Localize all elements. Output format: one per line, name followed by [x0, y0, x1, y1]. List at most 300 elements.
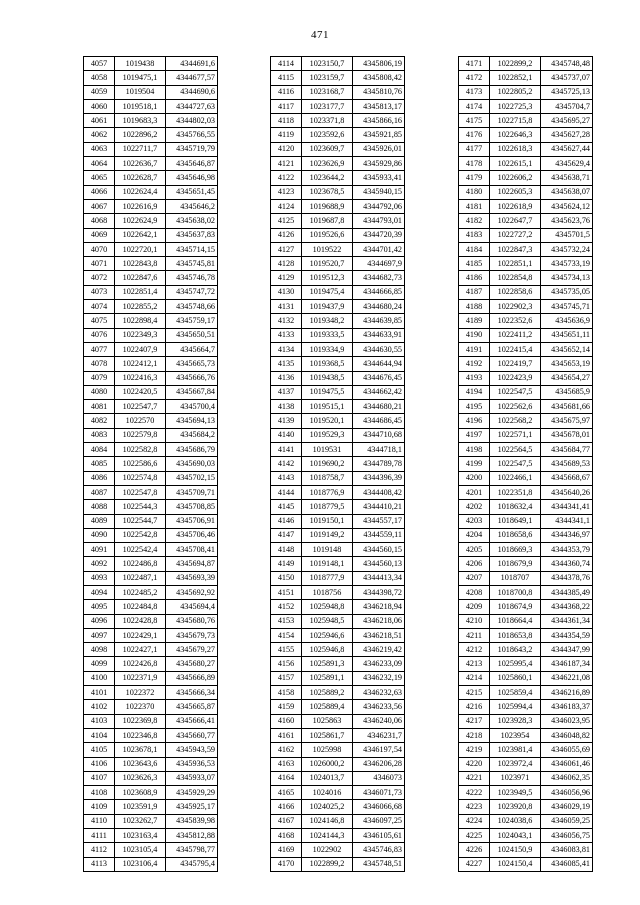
table-row — [271, 585, 405, 599]
x-coordinate-cell: 1022725,3 — [490, 99, 541, 113]
x-coordinate-cell: 1022902 — [302, 843, 353, 857]
y-coordinate-cell: 4344727,63 — [166, 99, 218, 113]
x-coordinate-cell: 1023678,5 — [302, 185, 353, 199]
point-number-cell: 4093 — [84, 571, 115, 585]
point-number-cell: 4190 — [459, 328, 490, 342]
point-number-cell: 4191 — [459, 342, 490, 356]
x-coordinate-cell: 1023159,7 — [302, 71, 353, 85]
x-coordinate-cell: 1022547,7 — [115, 400, 166, 414]
table-row — [84, 342, 218, 356]
y-coordinate-cell: 4345640,26 — [541, 485, 593, 499]
x-coordinate-cell: 1022372 — [115, 686, 166, 700]
point-number-cell: 4094 — [84, 585, 115, 599]
y-coordinate-cell: 4344792,06 — [353, 199, 405, 213]
x-coordinate-cell: 1023609,7 — [302, 142, 353, 156]
table-row — [271, 99, 405, 113]
table-row — [84, 800, 218, 814]
y-coordinate-cell: 4345745,81 — [166, 257, 218, 271]
table-row — [84, 99, 218, 113]
x-coordinate-cell: 1025863 — [302, 714, 353, 728]
point-number-cell: 4127 — [271, 242, 302, 256]
point-number-cell: 4071 — [84, 257, 115, 271]
y-coordinate-cell: 4345654,27 — [541, 371, 593, 385]
table-row — [459, 571, 593, 585]
point-number-cell: 4180 — [459, 185, 490, 199]
y-coordinate-cell: 4346218,94 — [353, 600, 405, 614]
point-number-cell: 4063 — [84, 142, 115, 156]
y-coordinate-cell: 4344398,72 — [353, 585, 405, 599]
x-coordinate-cell: 1018643,2 — [490, 643, 541, 657]
table-row — [459, 71, 593, 85]
point-number-cell: 4105 — [84, 743, 115, 757]
x-coordinate-cell: 1022727,2 — [490, 228, 541, 242]
y-coordinate-cell: 4345921,85 — [353, 128, 405, 142]
x-coordinate-cell: 1025998 — [302, 743, 353, 757]
point-number-cell: 4097 — [84, 628, 115, 642]
point-number-cell: 4159 — [271, 700, 302, 714]
point-number-cell: 4083 — [84, 428, 115, 442]
point-number-cell: 4091 — [84, 543, 115, 557]
table-row — [459, 400, 593, 414]
y-coordinate-cell: 4345725,13 — [541, 85, 593, 99]
x-coordinate-cell: 1018674,9 — [490, 600, 541, 614]
x-coordinate-cell: 1019504 — [115, 85, 166, 99]
point-number-cell: 4061 — [84, 114, 115, 128]
table-row — [459, 314, 593, 328]
table-row — [271, 728, 405, 742]
table-row — [271, 457, 405, 471]
point-number-cell: 4095 — [84, 600, 115, 614]
y-coordinate-cell: 4344793,01 — [353, 214, 405, 228]
x-coordinate-cell: 1022466,1 — [490, 471, 541, 485]
y-coordinate-cell: 4345936,53 — [166, 757, 218, 771]
point-number-cell: 4220 — [459, 757, 490, 771]
table-row — [84, 829, 218, 843]
x-coordinate-cell: 1023678,1 — [115, 743, 166, 757]
table-row — [84, 543, 218, 557]
y-coordinate-cell: 4346221,08 — [541, 671, 593, 685]
x-coordinate-cell: 1022636,7 — [115, 157, 166, 171]
point-number-cell: 4069 — [84, 228, 115, 242]
x-coordinate-cell: 1022428,8 — [115, 614, 166, 628]
point-number-cell: 4168 — [271, 829, 302, 843]
point-number-cell: 4131 — [271, 300, 302, 314]
point-number-cell: 4108 — [84, 786, 115, 800]
point-number-cell: 4110 — [84, 814, 115, 828]
x-coordinate-cell: 1022407,9 — [115, 342, 166, 356]
x-coordinate-cell: 1024150,4 — [490, 857, 541, 871]
y-coordinate-cell: 4345694,13 — [166, 414, 218, 428]
table-row — [459, 128, 593, 142]
table-row — [271, 557, 405, 571]
x-coordinate-cell: 1018679,9 — [490, 557, 541, 571]
table-row — [271, 85, 405, 99]
table-row — [459, 686, 593, 700]
x-coordinate-cell: 1025860,1 — [490, 671, 541, 685]
point-number-cell: 4078 — [84, 357, 115, 371]
table-row — [459, 714, 593, 728]
table-row — [459, 357, 593, 371]
table-row — [459, 300, 593, 314]
point-number-cell: 4066 — [84, 185, 115, 199]
y-coordinate-cell: 4345629,4 — [541, 157, 593, 171]
x-coordinate-cell: 1022720,1 — [115, 242, 166, 256]
point-number-cell: 4217 — [459, 714, 490, 728]
y-coordinate-cell: 4346232,19 — [353, 671, 405, 685]
x-coordinate-cell: 1019150,1 — [302, 514, 353, 528]
y-coordinate-cell: 4344347,99 — [541, 643, 593, 657]
table-row — [271, 385, 405, 399]
point-number-cell: 4077 — [84, 342, 115, 356]
point-number-cell: 4185 — [459, 257, 490, 271]
table-row — [459, 214, 593, 228]
x-coordinate-cell: 1022420,5 — [115, 385, 166, 399]
table-row — [271, 485, 405, 499]
y-coordinate-cell: 4345665,73 — [166, 357, 218, 371]
table-row — [459, 99, 593, 113]
coordinates-table-middle — [270, 56, 405, 872]
y-coordinate-cell: 4345748,48 — [541, 57, 593, 71]
x-coordinate-cell: 1019333,5 — [302, 328, 353, 342]
point-number-cell: 4148 — [271, 543, 302, 557]
table-row — [84, 471, 218, 485]
table-row — [459, 543, 593, 557]
x-coordinate-cell: 1022899,2 — [490, 57, 541, 71]
table-row — [84, 600, 218, 614]
table-row — [459, 271, 593, 285]
table-row — [84, 142, 218, 156]
y-coordinate-cell: 4345684,77 — [541, 443, 593, 457]
point-number-cell: 4128 — [271, 257, 302, 271]
table-row — [459, 485, 593, 499]
y-coordinate-cell: 4345926,01 — [353, 142, 405, 156]
point-number-cell: 4205 — [459, 543, 490, 557]
table-row — [84, 514, 218, 528]
y-coordinate-cell: 4346048,82 — [541, 728, 593, 742]
y-coordinate-cell: 4345943,59 — [166, 743, 218, 757]
x-coordinate-cell: 1022579,8 — [115, 428, 166, 442]
x-coordinate-cell: 1019348,2 — [302, 314, 353, 328]
y-coordinate-cell: 4345638,71 — [541, 171, 593, 185]
table-row — [271, 543, 405, 557]
point-number-cell: 4109 — [84, 800, 115, 814]
table-row — [459, 457, 593, 471]
table-row — [84, 428, 218, 442]
point-number-cell: 4160 — [271, 714, 302, 728]
table-row — [459, 700, 593, 714]
table-row — [84, 57, 218, 71]
y-coordinate-cell: 4345637,83 — [166, 228, 218, 242]
point-number-cell: 4157 — [271, 671, 302, 685]
x-coordinate-cell: 1022858,6 — [490, 285, 541, 299]
table-row — [459, 628, 593, 642]
x-coordinate-cell: 1022371,9 — [115, 671, 166, 685]
table-row — [271, 514, 405, 528]
page-number: 471 — [311, 29, 329, 41]
point-number-cell: 4196 — [459, 414, 490, 428]
table-row — [271, 714, 405, 728]
point-number-cell: 4089 — [84, 514, 115, 528]
y-coordinate-cell: 4345706,91 — [166, 514, 218, 528]
table-row — [459, 514, 593, 528]
x-coordinate-cell: 1022544,7 — [115, 514, 166, 528]
point-number-cell: 4062 — [84, 128, 115, 142]
table-row — [271, 771, 405, 785]
table-row — [459, 657, 593, 671]
y-coordinate-cell: 4344385,49 — [541, 585, 593, 599]
x-coordinate-cell: 1022898,4 — [115, 314, 166, 328]
table-row — [271, 843, 405, 857]
table-row — [84, 242, 218, 256]
x-coordinate-cell: 1018664,4 — [490, 614, 541, 628]
point-number-cell: 4085 — [84, 457, 115, 471]
point-number-cell: 4167 — [271, 814, 302, 828]
point-number-cell: 4140 — [271, 428, 302, 442]
y-coordinate-cell: 4345839,98 — [166, 814, 218, 828]
x-coordinate-cell: 1022618,9 — [490, 199, 541, 213]
x-coordinate-cell: 1024146,8 — [302, 814, 353, 828]
table-row — [84, 700, 218, 714]
x-coordinate-cell: 1023644,2 — [302, 171, 353, 185]
x-coordinate-cell: 1024043,1 — [490, 829, 541, 843]
table-row — [271, 57, 405, 71]
y-coordinate-cell: 4345735,05 — [541, 285, 593, 299]
point-number-cell: 4184 — [459, 242, 490, 256]
y-coordinate-cell: 4344360,74 — [541, 557, 593, 571]
x-coordinate-cell: 1025889,2 — [302, 686, 353, 700]
point-number-cell: 4200 — [459, 471, 490, 485]
x-coordinate-cell: 1022547,5 — [490, 457, 541, 471]
y-coordinate-cell: 4345933,41 — [353, 171, 405, 185]
table-row — [459, 471, 593, 485]
x-coordinate-cell: 1022851,4 — [115, 285, 166, 299]
y-coordinate-cell: 4344560,15 — [353, 543, 405, 557]
y-coordinate-cell: 4345746,78 — [166, 271, 218, 285]
y-coordinate-cell: 4344718,1 — [353, 443, 405, 457]
x-coordinate-cell: 1026000,2 — [302, 757, 353, 771]
x-coordinate-cell: 1022485,2 — [115, 585, 166, 599]
x-coordinate-cell: 1023949,5 — [490, 786, 541, 800]
x-coordinate-cell: 1024025,2 — [302, 800, 353, 814]
point-number-cell: 4170 — [271, 857, 302, 871]
y-coordinate-cell: 4344396,39 — [353, 471, 405, 485]
y-coordinate-cell: 4346197,54 — [353, 743, 405, 757]
x-coordinate-cell: 1019437,9 — [302, 300, 353, 314]
point-number-cell: 4100 — [84, 671, 115, 685]
y-coordinate-cell: 4345646,87 — [166, 157, 218, 171]
y-coordinate-cell: 4345700,4 — [166, 400, 218, 414]
y-coordinate-cell: 4345666,76 — [166, 371, 218, 385]
x-coordinate-cell: 1022349,3 — [115, 328, 166, 342]
point-number-cell: 4065 — [84, 171, 115, 185]
point-number-cell: 4161 — [271, 728, 302, 742]
x-coordinate-cell: 1022370 — [115, 700, 166, 714]
point-number-cell: 4219 — [459, 743, 490, 757]
y-coordinate-cell: 4345708,41 — [166, 543, 218, 557]
y-coordinate-cell: 4345686,79 — [166, 443, 218, 457]
point-number-cell: 4141 — [271, 443, 302, 457]
x-coordinate-cell: 1023972,4 — [490, 757, 541, 771]
table-row — [84, 400, 218, 414]
y-coordinate-cell: 4345653,19 — [541, 357, 593, 371]
y-coordinate-cell: 4344697,9 — [353, 257, 405, 271]
x-coordinate-cell: 1018756 — [302, 585, 353, 599]
y-coordinate-cell: 4344677,57 — [166, 71, 218, 85]
x-coordinate-cell: 1022562,6 — [490, 400, 541, 414]
x-coordinate-cell: 1018658,6 — [490, 528, 541, 542]
point-number-cell: 4114 — [271, 57, 302, 71]
point-number-cell: 4183 — [459, 228, 490, 242]
table-row — [459, 557, 593, 571]
y-coordinate-cell: 4344686,45 — [353, 414, 405, 428]
x-coordinate-cell: 1022715,8 — [490, 114, 541, 128]
point-number-cell: 4224 — [459, 814, 490, 828]
y-coordinate-cell: 4345689,53 — [541, 457, 593, 471]
x-coordinate-cell: 1022351,8 — [490, 485, 541, 499]
point-number-cell: 4133 — [271, 328, 302, 342]
y-coordinate-cell: 4346056,75 — [541, 829, 593, 843]
point-number-cell: 4216 — [459, 700, 490, 714]
point-number-cell: 4221 — [459, 771, 490, 785]
y-coordinate-cell: 4346105,61 — [353, 829, 405, 843]
table-row — [271, 614, 405, 628]
table-row — [84, 85, 218, 99]
x-coordinate-cell: 1024013,7 — [302, 771, 353, 785]
point-number-cell: 4163 — [271, 757, 302, 771]
table-row — [84, 728, 218, 742]
x-coordinate-cell: 1022615,1 — [490, 157, 541, 171]
x-coordinate-cell: 1023177,7 — [302, 99, 353, 113]
y-coordinate-cell: 4345866,16 — [353, 114, 405, 128]
x-coordinate-cell: 1018758,7 — [302, 471, 353, 485]
point-number-cell: 4204 — [459, 528, 490, 542]
x-coordinate-cell: 1018649,1 — [490, 514, 541, 528]
point-number-cell: 4154 — [271, 628, 302, 642]
table-row — [459, 500, 593, 514]
table-row — [271, 157, 405, 171]
y-coordinate-cell: 4344666,85 — [353, 285, 405, 299]
y-coordinate-cell: 4344410,21 — [353, 500, 405, 514]
y-coordinate-cell: 4346055,69 — [541, 743, 593, 757]
table-row — [84, 157, 218, 171]
y-coordinate-cell: 4345929,86 — [353, 157, 405, 171]
point-number-cell: 4186 — [459, 271, 490, 285]
y-coordinate-cell: 4344630,55 — [353, 342, 405, 356]
table-row — [459, 185, 593, 199]
point-number-cell: 4164 — [271, 771, 302, 785]
x-coordinate-cell: 1018632,4 — [490, 500, 541, 514]
x-coordinate-cell: 1019438,5 — [302, 371, 353, 385]
x-coordinate-cell: 1022586,6 — [115, 457, 166, 471]
point-number-cell: 4113 — [84, 857, 115, 871]
table-row — [459, 85, 593, 99]
x-coordinate-cell: 1022616,9 — [115, 199, 166, 213]
table-row — [459, 843, 593, 857]
x-coordinate-cell: 1023371,8 — [302, 114, 353, 128]
y-coordinate-cell: 4345701,5 — [541, 228, 593, 242]
point-number-cell: 4223 — [459, 800, 490, 814]
point-number-cell: 4103 — [84, 714, 115, 728]
point-number-cell: 4092 — [84, 557, 115, 571]
table-row — [84, 414, 218, 428]
x-coordinate-cell: 1022486,8 — [115, 557, 166, 571]
x-coordinate-cell: 1023591,9 — [115, 800, 166, 814]
table-row — [271, 571, 405, 585]
y-coordinate-cell: 4345759,17 — [166, 314, 218, 328]
y-coordinate-cell: 4344720,39 — [353, 228, 405, 242]
y-coordinate-cell: 4345627,28 — [541, 128, 593, 142]
point-number-cell: 4178 — [459, 157, 490, 171]
table-row — [84, 500, 218, 514]
y-coordinate-cell: 4345940,15 — [353, 185, 405, 199]
x-coordinate-cell: 1022847,3 — [490, 242, 541, 256]
table-row — [84, 757, 218, 771]
table-row — [459, 157, 593, 171]
point-number-cell: 4142 — [271, 457, 302, 471]
table-row — [459, 643, 593, 657]
table-row — [459, 600, 593, 614]
y-coordinate-cell: 4345646,98 — [166, 171, 218, 185]
point-number-cell: 4145 — [271, 500, 302, 514]
y-coordinate-cell: 4345679,27 — [166, 643, 218, 657]
x-coordinate-cell: 1019148,1 — [302, 557, 353, 571]
y-coordinate-cell: 4345636,9 — [541, 314, 593, 328]
y-coordinate-cell: 4345680,27 — [166, 657, 218, 671]
table-row — [459, 414, 593, 428]
y-coordinate-cell: 4345708,85 — [166, 500, 218, 514]
point-number-cell: 4149 — [271, 557, 302, 571]
y-coordinate-cell: 4346023,95 — [541, 714, 593, 728]
point-number-cell: 4096 — [84, 614, 115, 628]
point-number-cell: 4101 — [84, 686, 115, 700]
y-coordinate-cell: 4346183,37 — [541, 700, 593, 714]
x-coordinate-cell: 1023262,7 — [115, 814, 166, 828]
y-coordinate-cell: 4345813,17 — [353, 99, 405, 113]
x-coordinate-cell: 1022843,8 — [115, 257, 166, 271]
y-coordinate-cell: 4345704,7 — [541, 99, 593, 113]
point-number-cell: 4158 — [271, 686, 302, 700]
x-coordinate-cell: 1022487,1 — [115, 571, 166, 585]
x-coordinate-cell: 1024038,6 — [490, 814, 541, 828]
point-number-cell: 4057 — [84, 57, 115, 71]
y-coordinate-cell: 4345679,73 — [166, 628, 218, 642]
y-coordinate-cell: 4345667,84 — [166, 385, 218, 399]
x-coordinate-cell: 1019512,3 — [302, 271, 353, 285]
y-coordinate-cell: 4344676,45 — [353, 371, 405, 385]
x-coordinate-cell: 1019515,1 — [302, 400, 353, 414]
y-coordinate-cell: 4346231,7 — [353, 728, 405, 742]
y-coordinate-cell: 4345812,88 — [166, 829, 218, 843]
x-coordinate-cell: 1019529,3 — [302, 428, 353, 442]
y-coordinate-cell: 4345745,71 — [541, 300, 593, 314]
y-coordinate-cell: 4345668,67 — [541, 471, 593, 485]
point-number-cell: 4067 — [84, 199, 115, 213]
x-coordinate-cell: 1019687,8 — [302, 214, 353, 228]
table-row — [271, 257, 405, 271]
table-row — [271, 300, 405, 314]
point-number-cell: 4192 — [459, 357, 490, 371]
table-row — [84, 671, 218, 685]
x-coordinate-cell: 1022711,7 — [115, 142, 166, 156]
point-number-cell: 4090 — [84, 528, 115, 542]
table-row — [84, 185, 218, 199]
point-number-cell: 4198 — [459, 443, 490, 457]
y-coordinate-cell: 4344341,41 — [541, 500, 593, 514]
x-coordinate-cell: 1018777,9 — [302, 571, 353, 585]
point-number-cell: 4214 — [459, 671, 490, 685]
table-row — [271, 500, 405, 514]
y-coordinate-cell: 4345680,76 — [166, 614, 218, 628]
